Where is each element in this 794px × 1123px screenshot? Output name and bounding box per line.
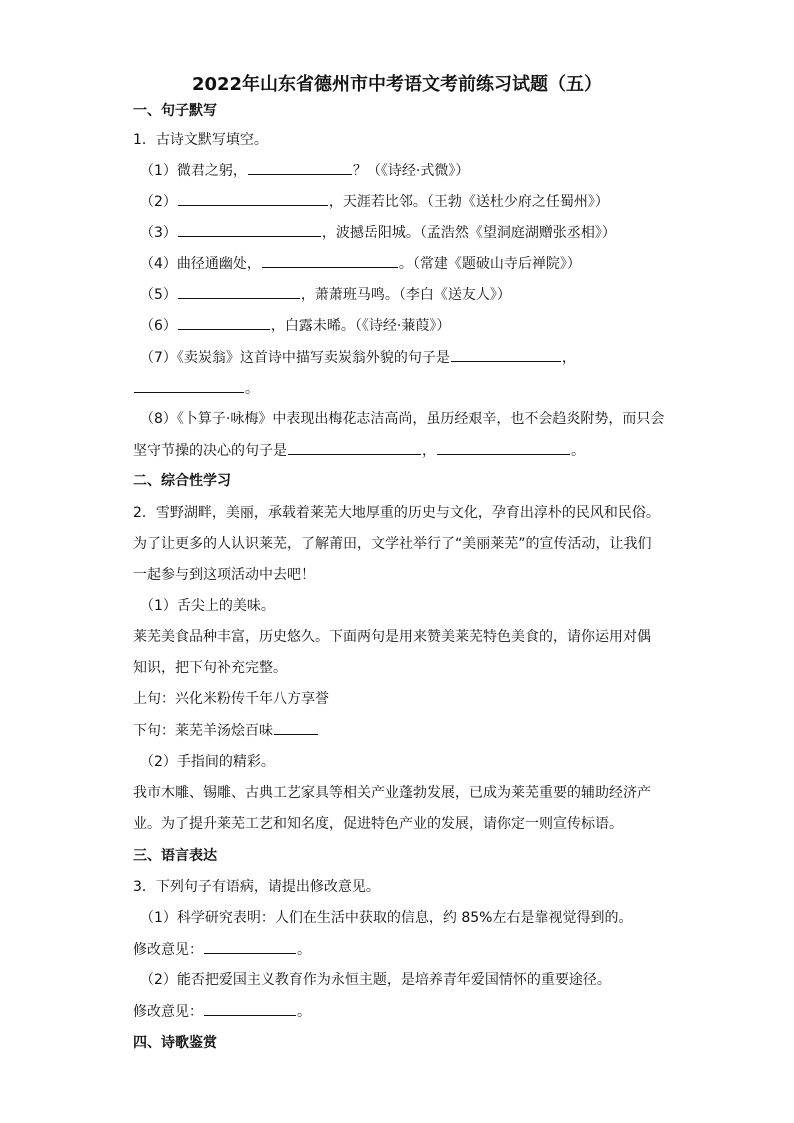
q3-sentence-1: （1）科学研究表明：人们在生活中获取的信息，约 85%左右是靠视觉得到的。: [140, 910, 633, 926]
couplet-lower-text: 下句：莱芜羊汤烩百味: [133, 723, 273, 739]
q1-item-5-post: ，萧萧班马鸣。（李白《送友人》）: [300, 287, 511, 303]
couplet-upper: 上句：兴化米粉传千年八方享誉: [133, 691, 329, 707]
q1-item-2-post: ，天涯若比邻。（王勃《送杜少府之任蜀州》）: [328, 194, 609, 210]
page-title: 2022年山东省德州市中考语文考前练习试题（五）: [191, 74, 603, 95]
q1-item-3-pre: （3）: [140, 225, 177, 241]
answer-blank[interactable]: [274, 720, 318, 735]
q3-fix-1-label: 修改意见：: [133, 942, 203, 958]
answer-blank[interactable]: [248, 160, 352, 175]
q1-item-3-post: ，波撼岳阳城。（孟浩然《望洞庭湖赠张丞相》）: [321, 225, 616, 241]
q1-item-8-continued: [133, 440, 585, 460]
q1-item-7-text: （7）《卖炭翁》这首诗中描写卖炭翁外貌的句子是: [140, 350, 450, 366]
section-heading-4: 四、诗歌鉴赏: [133, 1035, 217, 1051]
q2-part-2-title: （2）手指间的精彩。: [140, 754, 275, 770]
answer-blank[interactable]: [204, 939, 296, 954]
answer-blank[interactable]: [178, 284, 300, 299]
q2-part-2-text-b: 业。为了提升莱芜工艺和知名度，促进特色产业的发展，请你定一则宣传标语。: [133, 816, 623, 832]
answer-blank[interactable]: [178, 191, 328, 206]
answer-blank[interactable]: [204, 1001, 296, 1016]
q1-item-7-continued: [133, 378, 259, 398]
q3-fix-1: [133, 939, 311, 959]
q1-item-4-post: 。（常建《题破山寺后禅院》）: [398, 256, 581, 272]
q1-item-6: [140, 315, 450, 335]
q1-item-5: [140, 284, 511, 304]
q1-item-5-pre: （5）: [140, 287, 177, 303]
q3-sentence-2: （2）能否把爱国主义教育作为永恒主题，是培养青年爱国情怀的重要途径。: [140, 972, 611, 988]
q1-item-1-post: ？（《诗经·式微》）: [352, 163, 470, 179]
answer-blank[interactable]: [178, 315, 270, 330]
q2-line-2: 为了让更多的人认识莱芜，了解莆田，文学社举行了“美丽莱芜”的宣传活动，让我们: [133, 536, 652, 552]
answer-blank[interactable]: [437, 440, 570, 455]
q1-item-8-end: 。: [571, 443, 585, 459]
answer-blank[interactable]: [178, 222, 321, 237]
q1-item-8-text: 坚守节操的决心的句子是: [133, 443, 287, 459]
answer-blank[interactable]: [288, 440, 421, 455]
q1-item-3: [140, 222, 616, 242]
q3-fix-2-end: 。: [297, 1004, 311, 1020]
q1-item-8-comma: ，: [422, 443, 436, 459]
q1-item-6-post: ，白露未晞。（《诗经·蒹葭》）: [270, 318, 451, 334]
q3-fix-2: [133, 1001, 311, 1021]
q3-fix-1-end: 。: [297, 942, 311, 958]
q2-line-3: 一起参与到这项活动中去吧！: [133, 567, 315, 583]
q2-line-1: 2．雪野湖畔，美丽，承载着莱芜大地厚重的历史与文化，孕育出淳朴的民风和民俗。: [133, 505, 660, 521]
section-heading-2: 二、综合性学习: [133, 473, 231, 489]
q1-item-1: [140, 160, 469, 180]
q1-item-2-pre: （2）: [140, 194, 177, 210]
question-1-stem: 1．古诗文默写填空。: [133, 132, 268, 148]
answer-blank[interactable]: [451, 347, 561, 362]
question-3-stem: 3．下列句子有语病，请提出修改意见。: [133, 879, 380, 895]
q2-part-1-title: （1）舌尖上的美味。: [140, 598, 275, 614]
q1-item-8: （8）《卜算子·咏梅》中表现出梅花志洁高尚，虽历经艰辛，也不会趋炎附势，而只会: [140, 411, 665, 427]
q1-item-7-end: 。: [245, 381, 259, 397]
q1-item-6-pre: （6）: [140, 318, 177, 334]
q1-item-1-pre: （1）微君之躬，: [140, 163, 247, 179]
q1-item-2: [140, 191, 609, 211]
section-heading-1: 一、句子默写: [133, 103, 217, 119]
q3-fix-2-label: 修改意见：: [133, 1004, 203, 1020]
q1-item-4: [140, 253, 581, 273]
q2-part-1-text-a: 莱芜美食品种丰富，历史悠久。下面两句是用来赞美莱芜特色美食的，请你运用对偶: [133, 629, 651, 645]
answer-blank[interactable]: [262, 253, 398, 268]
section-heading-3: 三、语言表达: [133, 848, 217, 864]
q1-item-7: [140, 347, 576, 367]
answer-blank[interactable]: [134, 378, 244, 393]
q1-item-7-comma: ，: [561, 350, 576, 366]
q1-item-4-pre: （4）曲径通幽处，: [140, 256, 261, 272]
q2-part-1-text-b: 知识，把下句补充完整。: [133, 660, 287, 676]
q2-part-2-text-a: 我市木雕、锡雕、古典工艺家具等相关产业蓬勃发展，已成为莱芜重要的辅助经济产: [133, 785, 651, 801]
couplet-lower: [133, 720, 319, 740]
